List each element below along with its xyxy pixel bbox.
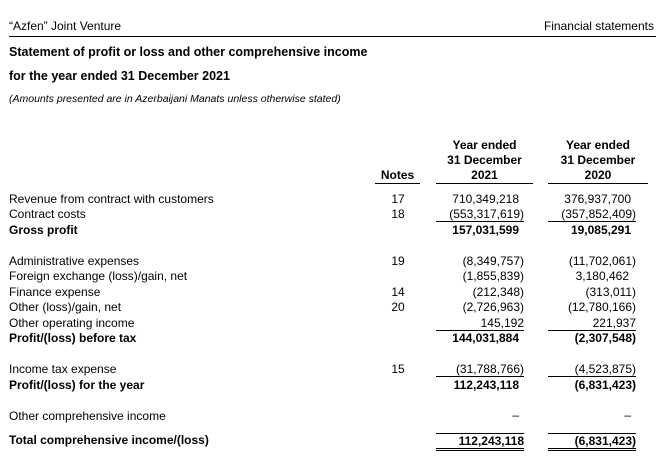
col-2021-line2: 31 December bbox=[447, 153, 522, 167]
value-2020: (12,780,166) bbox=[567, 300, 636, 314]
row-label: Income tax expense bbox=[9, 362, 117, 376]
value-2020: 3,180,462 bbox=[575, 269, 629, 283]
value-2020: 19,085,291 bbox=[570, 223, 631, 237]
notes-header-label: Notes bbox=[375, 168, 420, 184]
row-note: 20 bbox=[391, 300, 405, 314]
value-2020: (2,307,548) bbox=[574, 331, 636, 345]
row-label: Revenue from contract with customers bbox=[9, 192, 214, 206]
col-2020-header bbox=[548, 138, 648, 184]
row-label: Administrative expenses bbox=[9, 254, 140, 268]
row-label: Foreign exchange (loss)/gain, net bbox=[9, 269, 188, 283]
value-2020: 221,937 bbox=[548, 316, 636, 331]
row-note: 18 bbox=[391, 207, 405, 221]
value-2021: 145,192 bbox=[436, 316, 524, 331]
value-2020: – bbox=[624, 408, 631, 422]
statement-title: Statement of profit or loss and other comprehensive income bbox=[9, 45, 368, 59]
col-2021-line1: Year ended bbox=[452, 138, 517, 152]
value-2021: (1,855,839) bbox=[462, 269, 524, 283]
statement-period: for the year ended 31 December 2021 bbox=[9, 69, 230, 83]
col-2021-line3: 2021 bbox=[436, 168, 533, 184]
value-2021: (8,349,757) bbox=[462, 254, 524, 268]
col-2020-line2: 31 December bbox=[560, 153, 636, 167]
value-2020: (6,831,423) bbox=[548, 433, 636, 451]
row-label: Other comprehensive income bbox=[9, 409, 166, 423]
row-note: 17 bbox=[391, 192, 405, 206]
value-2020: (6,831,423) bbox=[574, 378, 636, 392]
entity-name: “Azfen” Joint Venture bbox=[9, 19, 122, 33]
row-label: Other operating income bbox=[9, 316, 135, 330]
col-2021-header bbox=[436, 138, 533, 184]
value-2020: (313,011) bbox=[585, 285, 636, 299]
row-label: Profit/(loss) before tax bbox=[9, 331, 137, 345]
statement-note: (Amounts presented are in Azerbaijani Manats unless otherwise stated) bbox=[9, 93, 341, 105]
value-2021: 144,031,884 bbox=[452, 331, 519, 345]
row-label: Profit/(loss) for the year bbox=[9, 378, 145, 392]
value-2020: (4,523,875) bbox=[548, 362, 636, 377]
value-2021: (553,317,619) bbox=[436, 207, 524, 222]
section-name: Financial statements bbox=[543, 19, 654, 33]
value-2021: 112,243,118 bbox=[436, 433, 524, 451]
value-2021: (2,726,963) bbox=[462, 300, 524, 314]
row-note: 14 bbox=[391, 285, 405, 299]
row-note: 15 bbox=[391, 362, 405, 376]
notes-header bbox=[375, 168, 420, 184]
value-2020: (11,702,061) bbox=[568, 254, 636, 268]
value-2021: (212,348) bbox=[472, 285, 524, 299]
col-2020-line3: 2020 bbox=[548, 168, 648, 184]
value-2021: 710,349,218 bbox=[452, 192, 519, 206]
value-2021: 157,031,599 bbox=[452, 223, 519, 237]
value-2020: (357,852,409) bbox=[548, 207, 636, 222]
row-label: Total comprehensive income/(loss) bbox=[9, 433, 209, 447]
row-label: Finance expense bbox=[9, 285, 101, 299]
row-label: Other (loss)/gain, net bbox=[9, 300, 122, 314]
row-note: 19 bbox=[391, 254, 405, 268]
value-2020: 376,937,700 bbox=[564, 192, 631, 206]
row-label: Contract costs bbox=[9, 207, 86, 221]
value-2021: 112,243,118 bbox=[453, 378, 519, 392]
value-2021: – bbox=[512, 408, 519, 422]
row-label: Gross profit bbox=[9, 223, 78, 237]
header-rule bbox=[9, 36, 656, 37]
value-2021: (31,788,766) bbox=[436, 362, 524, 377]
col-2020-line1: Year ended bbox=[565, 138, 631, 152]
